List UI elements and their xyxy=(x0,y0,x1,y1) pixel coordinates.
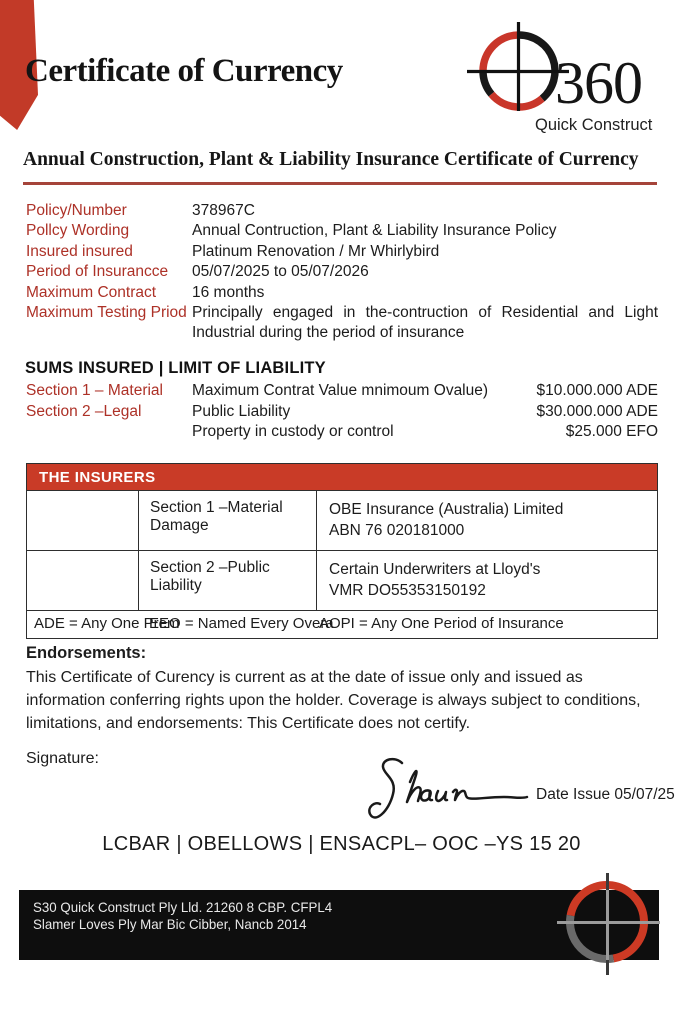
insurer-name-cell xyxy=(317,551,657,610)
sums-description: Maximum Contrat Value mnimoum Ovalue) xyxy=(192,382,489,399)
sums-section-label xyxy=(26,422,192,443)
abbreviation-note: AOPI = Any One Period of Insurance xyxy=(319,615,564,632)
policy-label: Pollcy Wording xyxy=(26,222,130,240)
policy-value: 05/07/2025 to 05/07/2026 xyxy=(192,263,369,281)
abbreviation-note: EEO = Named Every Overa xyxy=(149,615,334,632)
policy-value: Principally engaged in the-contruction of Residential and Light Industrial during the period of insurance xyxy=(192,304,658,342)
endorsements-body: This Certificate of Curency is current as at the date of issue only and issued as information conferring rights upon the holder. Coverage is always subject to conditions, limitations, and endorsements: This Certificate does not certify. xyxy=(26,669,641,733)
page-title: Certificate of Currency xyxy=(25,53,343,89)
policy-label: Maximum Contract xyxy=(26,283,157,301)
footer-text xyxy=(33,899,332,933)
sums-row xyxy=(26,422,658,443)
sums-section-label: Section 2 –Legal xyxy=(26,402,142,420)
footer-target-crosshair-icon xyxy=(540,856,683,1008)
insurers-empty-cell xyxy=(27,491,139,550)
sums-amount: $10.000.000 ADE xyxy=(536,382,658,399)
signature-label: Signature: xyxy=(26,750,99,767)
sums-description: Public Liability xyxy=(192,402,291,420)
sums-row xyxy=(26,402,658,423)
brand-logo xyxy=(455,10,670,132)
policy-row xyxy=(26,221,658,241)
policy-details-section xyxy=(26,201,658,344)
footer-line2: Slamer Loves Ply Mar Bic Cibber, Nancb 2014 xyxy=(33,916,307,932)
reference-line: LCBAR | OBELLOWS | ENSACPL– OOC –YS 15 20 xyxy=(102,833,581,855)
policy-row xyxy=(26,242,658,262)
sums-amount: $25.000 EFO xyxy=(565,423,658,441)
sums-insured-heading: SUMS INSURED | LIMIT OF LIABILITY xyxy=(25,359,326,377)
insurers-table-row xyxy=(27,490,657,550)
insurer-name-line1: OBE Insurance (Australia) Limited xyxy=(329,501,564,518)
sums-description: Property in custody or control xyxy=(192,423,394,441)
policy-label: Maximum Testing Priod xyxy=(26,304,187,322)
policy-label: Period of Insurancce xyxy=(26,263,169,281)
insurer-name-line1: Certain Underwriters at Lloyd's xyxy=(329,561,541,578)
insurers-empty-cell xyxy=(27,551,139,610)
insurers-table-row xyxy=(27,550,657,610)
policy-value: Annual Contruction, Plant & Liability Insurance Policy xyxy=(192,222,557,240)
sums-insured-section xyxy=(26,381,658,443)
date-issue: Date Issue 05/07/25 xyxy=(536,786,675,803)
logo-tagline: Quick Construct xyxy=(535,116,653,134)
policy-row xyxy=(26,201,658,221)
sums-section-label: Section 1 – Material xyxy=(26,382,163,399)
abbreviations-row xyxy=(27,610,657,638)
insurer-name-line2: ABN 76 020181000 xyxy=(329,522,465,539)
policy-label: Policy/Number xyxy=(26,202,127,219)
policy-value: 378967C xyxy=(192,202,255,219)
sums-amount: $30.000.000 ADE xyxy=(536,402,658,420)
abbreviation-note: ADE = Any One Prem xyxy=(34,615,180,632)
logo-360-text: 360 xyxy=(555,50,642,116)
policy-row xyxy=(26,262,658,282)
insurers-table-header: THE INSURERS xyxy=(27,464,657,490)
insurer-name-line2: VMR DO55353150192 xyxy=(329,582,486,599)
signature-script xyxy=(366,756,536,830)
policy-value: 16 months xyxy=(192,283,265,301)
heading-rule xyxy=(23,182,657,185)
endorsements-heading: Endorsements: xyxy=(26,644,147,662)
policy-label: Insured insured xyxy=(26,242,133,260)
document-heading: Annual Construction, Plant & Liability Insurance Certificate of Currency xyxy=(23,149,639,170)
footer-line1: S30 Quick Construct Ply Lld. 21260 8 CBP. CFPL4 xyxy=(33,899,333,915)
insurer-section-cell: Section 1 –Material Damage xyxy=(139,491,317,550)
insurers-table xyxy=(26,463,658,639)
policy-row xyxy=(26,283,658,303)
policy-row xyxy=(26,303,658,344)
insurer-section-cell: Section 2 –Public Liability xyxy=(139,551,317,610)
policy-value: Platinum Renovation / Mr Whirlybird xyxy=(192,242,440,260)
sums-row xyxy=(26,381,658,402)
insurer-name-cell xyxy=(317,491,657,550)
